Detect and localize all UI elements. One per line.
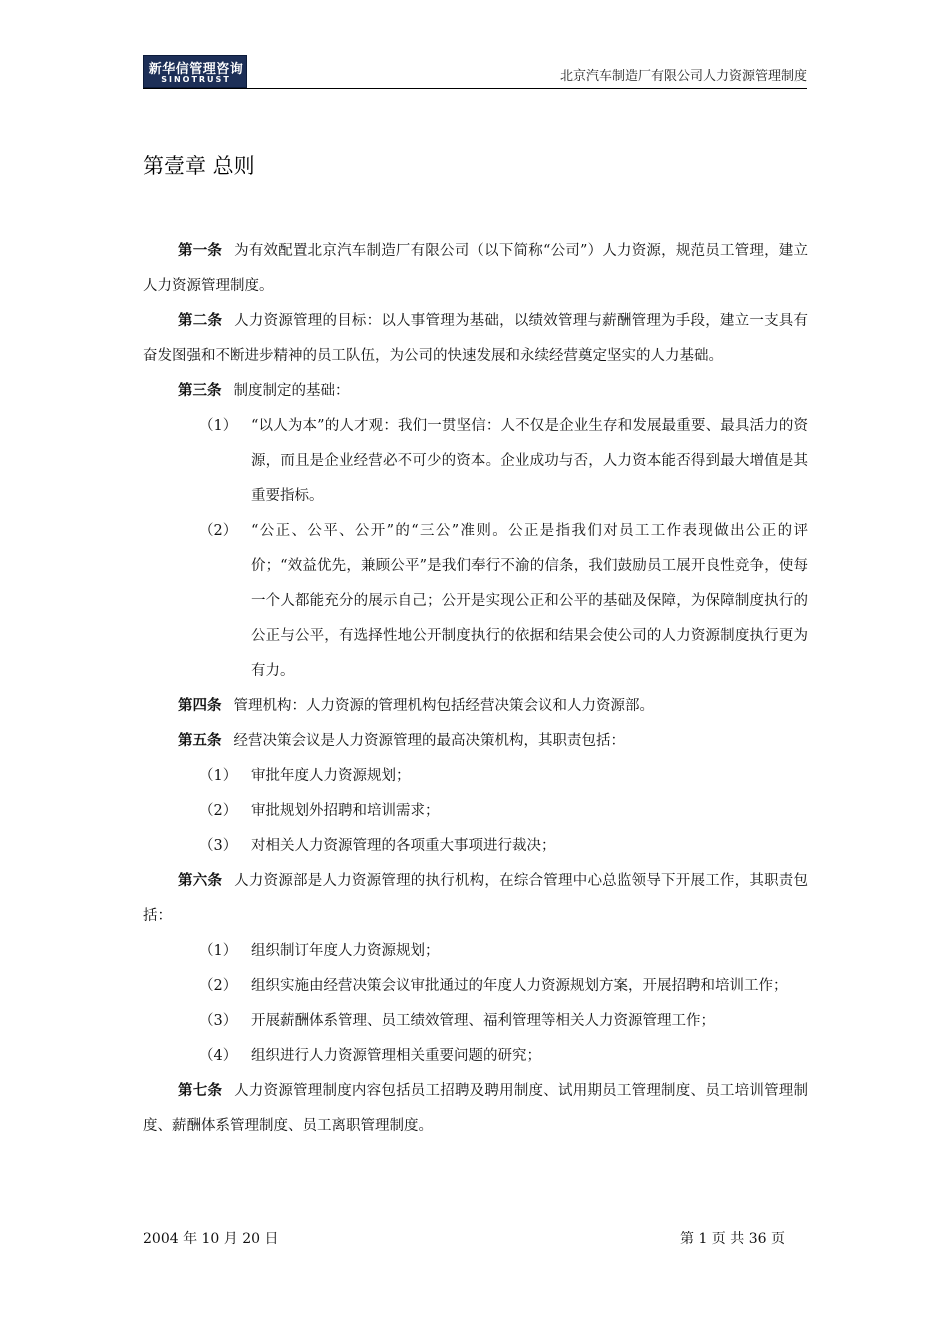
list-item-number: （1）: [199, 768, 238, 784]
list-item: [143, 969, 808, 1004]
list-item-number: （2）: [199, 523, 238, 539]
list-item-number: （1）: [199, 943, 238, 959]
article-text: 人力资源管理的目标：以人事管理为基础，以绩效管理与薪酬管理为手段，建立一支具有奋发图强和不断进步精神的员工队伍，为公司的快速发展和永续经营奠定坚实的人力基础。: [143, 313, 809, 364]
list-item-text: 开展薪酬体系管理、员工绩效管理、福利管理等相关人力资源管理工作；: [251, 1013, 715, 1029]
article-text: 为有效配置北京汽车制造厂有限公司（以下简称“公司”）人力资源，规范员工管理，建立人力资源管理制度。: [143, 243, 808, 294]
company-logo: [143, 55, 247, 88]
article-4: [143, 689, 808, 724]
article-label: 第二条: [178, 313, 223, 329]
article-label: 第六条: [178, 873, 223, 889]
article-5: [143, 724, 808, 759]
article-text: 人力资源部是人力资源管理的执行机构，在综合管理中心总监领导下开展工作，其职责包括：: [143, 873, 809, 924]
document-title: 北京汽车制造厂有限公司人力资源管理制度: [559, 69, 807, 84]
article-label: 第三条: [178, 383, 222, 399]
list-item-text: “公正、公平、公开”的“三公”准则。公正是指我们对员工工作表现做出公正的评价；“效益优先，兼顾公平”是我们奉行不渝的信条，我们鼓励员工展开良性竞争，使每一个人都能充分的展示自己；公开是实现公正和公平的基础及保障，为保障制度执行的公正与公平，有选择性地公开制度执行的依据和结果会使公司的人力资源制度执行更为有力。: [251, 523, 808, 679]
article-text: 经营决策会议是人力资源管理的最高决策机构，其职责包括：: [233, 733, 625, 749]
list-item: [143, 1039, 808, 1074]
list-item-text: “以人为本”的人才观：我们一贯坚信：人不仅是企业生存和发展最重要、最具活力的资源，而且是企业经营必不可少的资本。企业成功与否，人力资本能否得到最大增值是其重要指标。: [251, 418, 808, 504]
list-item-text: 组织进行人力资源管理相关重要问题的研究；: [251, 1048, 541, 1064]
list-item: [143, 409, 808, 514]
list-item-number: （2）: [199, 803, 238, 819]
list-item: [143, 934, 808, 969]
list-item-number: （3）: [199, 838, 238, 854]
logo-english-text: SINOTRUST: [161, 75, 231, 84]
article-text: 管理机构：人力资源的管理机构包括经营决策会议和人力资源部。: [233, 698, 654, 714]
footer-date: 2004 年 10 月 20 日: [143, 1231, 279, 1247]
article-label: 第四条: [178, 698, 222, 714]
article-text: 制度制定的基础：: [233, 383, 350, 399]
list-item-number: （4）: [199, 1048, 238, 1064]
article-6: [143, 864, 808, 934]
logo-chinese-text: 新华信管理咨询: [148, 62, 244, 77]
document-body: [143, 234, 808, 1144]
article-3: [143, 374, 808, 409]
article-2: [143, 304, 808, 374]
list-item-text: 对相关人力资源管理的各项重大事项进行裁决；: [251, 838, 556, 854]
list-item: [143, 514, 808, 689]
list-item-text: 审批年度人力资源规划；: [251, 768, 411, 784]
list-item-number: （1）: [199, 418, 238, 434]
article-1: [143, 234, 808, 304]
list-item: [143, 829, 808, 864]
list-item: [143, 759, 808, 794]
article-label: 第一条: [178, 243, 223, 259]
list-item-number: （2）: [199, 978, 238, 994]
chapter-title: 第壹章 总则: [143, 154, 255, 178]
footer-page-info: 第 1 页 共 36 页: [680, 1231, 785, 1247]
article-label: 第七条: [178, 1083, 223, 1099]
page-header: [143, 52, 807, 89]
list-item-number: （3）: [199, 1013, 238, 1029]
list-item: [143, 1004, 808, 1039]
article-7: [143, 1074, 808, 1144]
list-item-text: 组织实施由经营决策会议审批通过的年度人力资源规划方案，开展招聘和培训工作；: [251, 978, 788, 994]
list-item: [143, 794, 808, 829]
article-text: 人力资源管理制度内容包括员工招聘及聘用制度、试用期员工管理制度、员工培训管理制度、薪酬体系管理制度、员工离职管理制度。: [143, 1083, 809, 1134]
list-item-text: 审批规划外招聘和培训需求；: [251, 803, 440, 819]
list-item-text: 组织制订年度人力资源规划；: [251, 943, 440, 959]
article-label: 第五条: [178, 733, 222, 749]
